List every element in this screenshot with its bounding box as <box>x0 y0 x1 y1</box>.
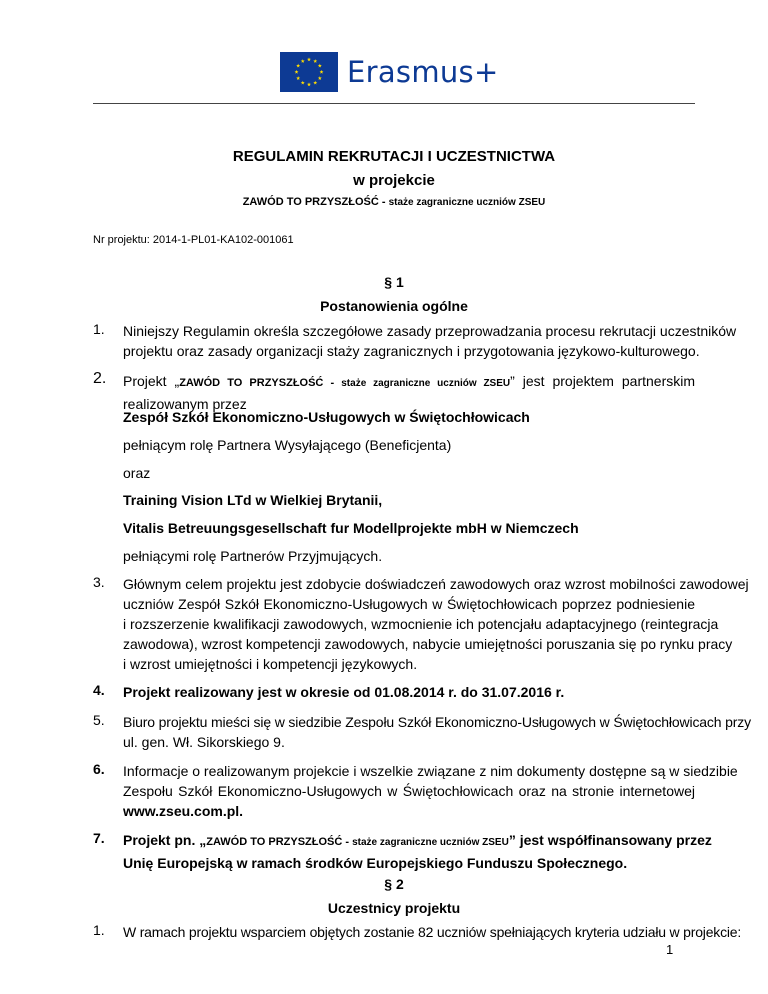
text-line: Unię Europejską w ramach środków Europejskiego Funduszu Społecznego. <box>123 855 628 871</box>
text-line: ul. gen. Wł. Sikorskiego 9. <box>123 734 285 750</box>
section-2-title: Uczestnicy projektu <box>327 900 461 916</box>
item-number: 6. <box>93 761 105 777</box>
project-number: Nr projektu: 2014-1-PL01-KA102-001061 <box>93 234 294 246</box>
list-item <box>123 922 742 942</box>
text-line: Biuro projektu mieści się w siedzibie Zespołu Szkół Ekonomiczno-Usługowych w Świętochłowicach przy <box>123 714 752 730</box>
item-number: 2. <box>93 370 107 387</box>
item-number: 7. <box>93 830 105 846</box>
item-number: 4. <box>93 682 105 698</box>
list-item <box>123 371 695 414</box>
text-line: Głównym celem projektu jest zdobycie doświadczeń zawodowych oraz wzrost mobilności zawodowej <box>123 576 749 592</box>
receiving-role: pełniącymi rolę Partnerów Przyjmujących. <box>123 548 383 564</box>
erasmus-logo <box>280 50 499 94</box>
item-number: 1. <box>93 321 105 337</box>
website-link[interactable]: www.zseu.com.pl. <box>123 803 244 819</box>
text-line: realizowanym przez <box>123 396 247 412</box>
project-title <box>93 196 695 208</box>
item-number: 1. <box>93 922 105 938</box>
text-line: Niniejszy Regulamin określa szczegółowe zasady przeprowadzania procesu rekrutacji uczestników <box>123 323 737 339</box>
text-line: i wzrost umiejętności i kompetencji językowych. <box>123 656 418 672</box>
receiving-organization-uk: Training Vision LTd w Wielkiej Brytanii, <box>123 492 383 508</box>
list-item <box>123 682 695 702</box>
page-number: 1 <box>666 942 674 957</box>
item-number: 5. <box>93 712 105 728</box>
item-number: 3. <box>93 574 105 590</box>
erasmus-wordmark: Erasmus+ <box>347 54 499 89</box>
document-title: REGULAMIN REKRUTACJI I UCZESTNICTWA <box>232 148 556 165</box>
document-subtitle: w projekcie <box>353 172 435 189</box>
sending-role: pełniącym rolę Partnera Wysyłającego (Beneficjenta) <box>123 437 452 453</box>
text-line: Projekt pn. „ZAWÓD TO PRZYSZŁOŚĆ - staże zagraniczne uczniów ZSEU” jest współfinansowany przez <box>123 832 712 848</box>
text-line: Informacje o realizowanym projekcie i wszelkie związane z nim dokumenty dostępne są w siedzibie <box>123 763 738 779</box>
text-line: Zespołu Szkół Ekonomiczno-Usługowych w Świętochłowicach oraz na stronie internetowej <box>123 783 695 799</box>
list-item <box>123 761 738 821</box>
text-line: uczniów Zespół Szkół Ekonomiczno-Usługowych w Świętochłowicach poprzez podniesienie <box>123 596 695 612</box>
section-1-title: Postanowienia ogólne <box>320 298 468 314</box>
list-item <box>123 321 737 361</box>
conjunction: oraz <box>123 465 151 481</box>
section-1-sign: § 1 <box>384 274 404 290</box>
project-tagline: staże zagraniczne uczniów ZSEU <box>388 197 546 208</box>
project-name: ZAWÓD TO PRZYSZŁOŚĆ - <box>242 196 389 208</box>
list-item <box>123 830 712 873</box>
section-2-sign: § 2 <box>384 876 404 892</box>
eu-flag-icon <box>280 52 338 92</box>
text-line: W ramach projektu wsparciem objętych zostanie 82 uczniów spełniających kryteria udziału w projekcie: <box>123 924 742 940</box>
text-line: Projekt realizowany jest w okresie od 01.08.2014 r. do 31.07.2016 r. <box>123 684 565 700</box>
list-item <box>123 712 752 752</box>
text-line: Projekt „ZAWÓD TO PRZYSZŁOŚĆ - staże zagraniczne uczniów ZSEU” jest projektem partnerskim <box>123 373 695 389</box>
text-line: projektu oraz zasady organizacji staży zagranicznych i przygotowania językowo-kulturowego. <box>123 343 700 359</box>
sending-organization: Zespół Szkół Ekonomiczno-Usługowych w Świętochłowicach <box>123 409 530 425</box>
text-line: zawodowa), wzrost kompetencji zawodowych, nabycie umiejętności poruszania się po rynku pracy <box>123 636 733 652</box>
header-divider <box>93 103 695 104</box>
receiving-organization-de: Vitalis Betreuungsgesellschaft fur Modellprojekte mbH w Niemczech <box>123 520 579 536</box>
list-item <box>123 574 749 674</box>
text-line: i rozszerzenie kwalifikacji zawodowych, wzmocnienie ich potencjału adaptacyjnego (reintegracja <box>123 616 719 632</box>
